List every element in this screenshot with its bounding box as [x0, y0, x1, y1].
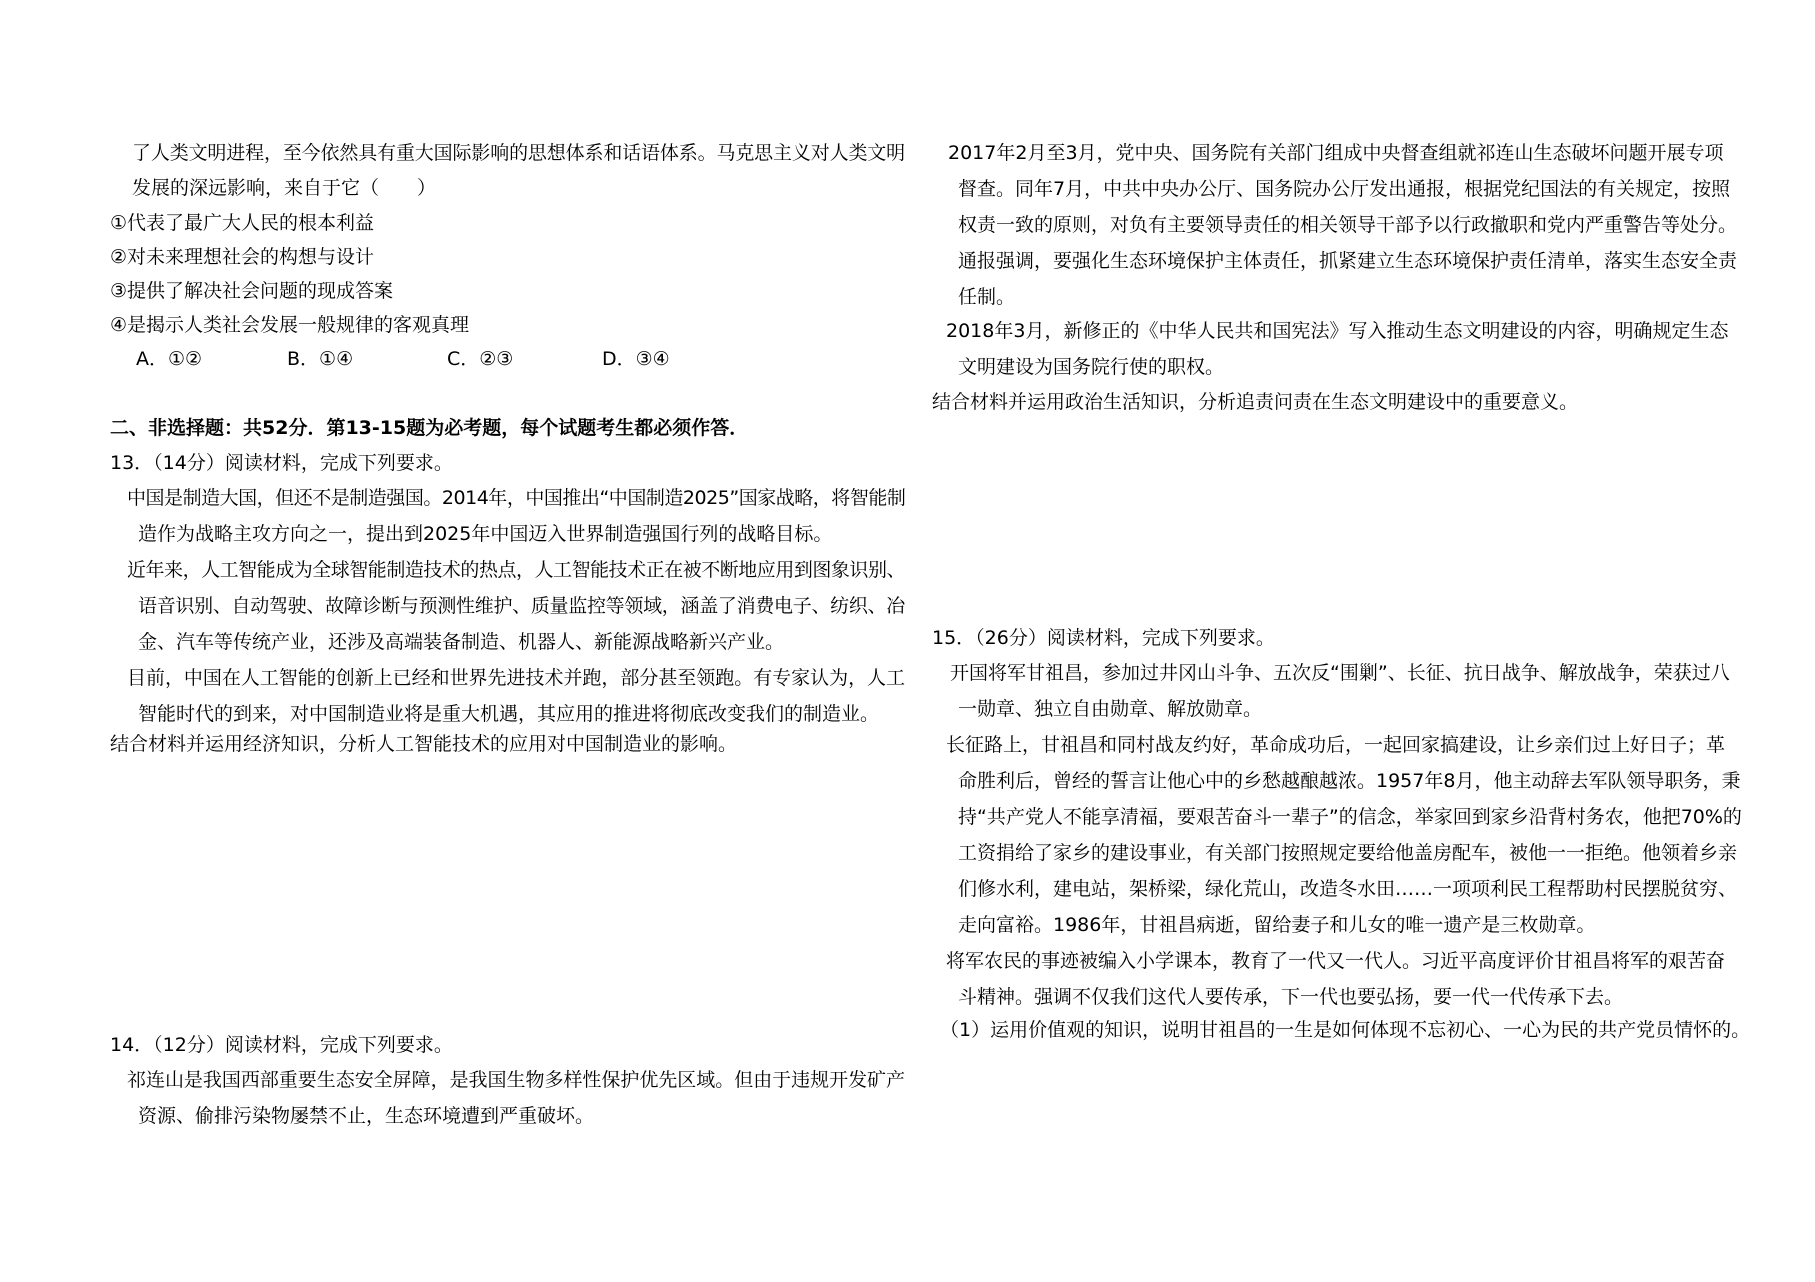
- q14-cont-line: 权责一致的原则，对负有主要领导责任的相关领导干部予以行政撤职和党内严重警告等处分。: [958, 214, 1738, 236]
- section-heading: 二、非选择题：共52分．第13-15题为必考题，每个试题考生都必须作答．: [110, 417, 749, 439]
- q12-stem-line: 发展的深远影响，来自于它（ ）: [132, 177, 437, 199]
- q14-cont-line: 任制。: [958, 286, 1016, 308]
- q15-question-1: （1）运用价值观的知识，说明甘祖昌的一生是如何体现不忘初心、一心为民的共产党员情怀的。: [940, 1019, 1751, 1041]
- q15-line: 斗精神。强调不仅我们这代人要传承，下一代也要弘扬，要一代一代传承下去。: [958, 986, 1624, 1008]
- q13-line: 造作为战略主攻方向之一，提出到2025年中国迈入世界制造强国行列的战略目标。: [138, 523, 833, 545]
- q15-line: 长征路上，甘祖昌和同村战友约好，革命成功后，一起回家搞建设，让乡亲们过上好日子；革: [946, 734, 1726, 756]
- q13-line: 目前，中国在人工智能的创新上已经和世界先进技术并跑，部分甚至领跑。有专家认为，人工: [127, 667, 906, 689]
- q13-line: 语音识别、自动驾驶、故障诊断与预测性维护、质量监控等领域，涵盖了消费电子、纺织、冶: [138, 595, 906, 617]
- q12-option-d: D．③④: [602, 348, 670, 370]
- q13-question: 结合材料并运用经济知识，分析人工智能技术的应用对中国制造业的影响。: [110, 733, 738, 755]
- q12-stem-line: 了人类文明进程，至今依然具有重大国际影响的思想体系和话语体系。马克思主义对人类文明: [132, 142, 906, 164]
- q12-option-b: B．①④: [287, 348, 354, 370]
- q13-line: 智能时代的到来，对中国制造业将是重大机遇，其应用的推进将彻底改变我们的制造业。: [138, 703, 880, 725]
- q14-cont-line: 文明建设为国务院行使的职权。: [958, 356, 1225, 378]
- q12-item: ②对未来理想社会的构想与设计: [110, 246, 375, 268]
- q14-cont-line: 通报强调，要强化生态环境保护主体责任，抓紧建立生态环境保护责任清单，落实生态安全责: [958, 250, 1738, 272]
- q15-line: 一勋章、独立自由勋章、解放勋章。: [958, 698, 1263, 720]
- q15-header: 15．（26分）阅读材料，完成下列要求。: [932, 627, 1275, 649]
- q14-question: 结合材料并运用政治生活知识，分析追责问责在生态文明建设中的重要意义。: [932, 391, 1579, 413]
- q14-cont-line: 2017年2月至3月，党中央、国务院有关部门组成中央督查组就祁连山生态破坏问题开展专项: [948, 142, 1724, 164]
- q13-line: 中国是制造大国，但还不是制造强国。2014年，中国推出“中国制造2025”国家战略，将智能制: [127, 487, 906, 509]
- q15-line: 命胜利后，曾经的誓言让他心中的乡愁越酿越浓。1957年8月，他主动辞去军队领导职务，秉: [958, 770, 1741, 792]
- q14-header: 14．（12分）阅读材料，完成下列要求。: [110, 1034, 453, 1056]
- q15-line: 们修水利，建电站，架桥梁，绿化荒山，改造冬水田……一项项利民工程帮助村民摆脱贫穷、: [958, 878, 1738, 900]
- q14-line: 祁连山是我国西部重要生态安全屏障，是我国生物多样性保护优先区域。但由于违规开发矿产: [127, 1069, 906, 1091]
- q13-line: 金、汽车等传统产业，还涉及高端装备制造、机器人、新能源战略新兴产业。: [138, 631, 785, 653]
- q12-item: ④是揭示人类社会发展一般规律的客观真理: [110, 314, 470, 336]
- q12-option-c: C．②③: [447, 348, 514, 370]
- q13-line: 近年来，人工智能成为全球智能制造技术的热点，人工智能技术正在被不断地应用到图象识别、: [127, 559, 906, 581]
- q13-header: 13．（14分）阅读材料，完成下列要求。: [110, 452, 453, 474]
- q14-cont-line: 2018年3月，新修正的《中华人民共和国宪法》写入推动生态文明建设的内容，明确规定生态: [946, 320, 1729, 342]
- q14-line: 资源、偷排污染物屡禁不止，生态环境遭到严重破坏。: [138, 1105, 595, 1127]
- q14-cont-line: 督查。同年7月，中共中央办公厅、国务院办公厅发出通报，根据党纪国法的有关规定，按照: [958, 178, 1731, 200]
- q15-line: 持“共产党人不能享清福，要艰苦奋斗一辈子”的信念，举家回到家乡沿背村务农，他把70%的: [958, 806, 1742, 828]
- q12-item: ③提供了解决社会问题的现成答案: [110, 280, 394, 302]
- q15-line: 走向富裕。1986年，甘祖昌病逝，留给妻子和儿女的唯一遗产是三枚勋章。: [958, 914, 1596, 936]
- q15-line: 开国将军甘祖昌，参加过井冈山斗争、五次反“围剿”、长征、抗日战争、解放战争，荣获过八: [950, 662, 1730, 684]
- q15-line: 将军农民的事迹被编入小学课本，教育了一代又一代人。习近平高度评价甘祖昌将军的艰苦奋: [946, 950, 1726, 972]
- q12-item: ①代表了最广大人民的根本利益: [110, 212, 375, 234]
- q12-option-a: A．①②: [136, 348, 203, 370]
- q15-line: 工资捐给了家乡的建设事业，有关部门按照规定要给他盖房配车，被他一一拒绝。他领着乡亲: [958, 842, 1738, 864]
